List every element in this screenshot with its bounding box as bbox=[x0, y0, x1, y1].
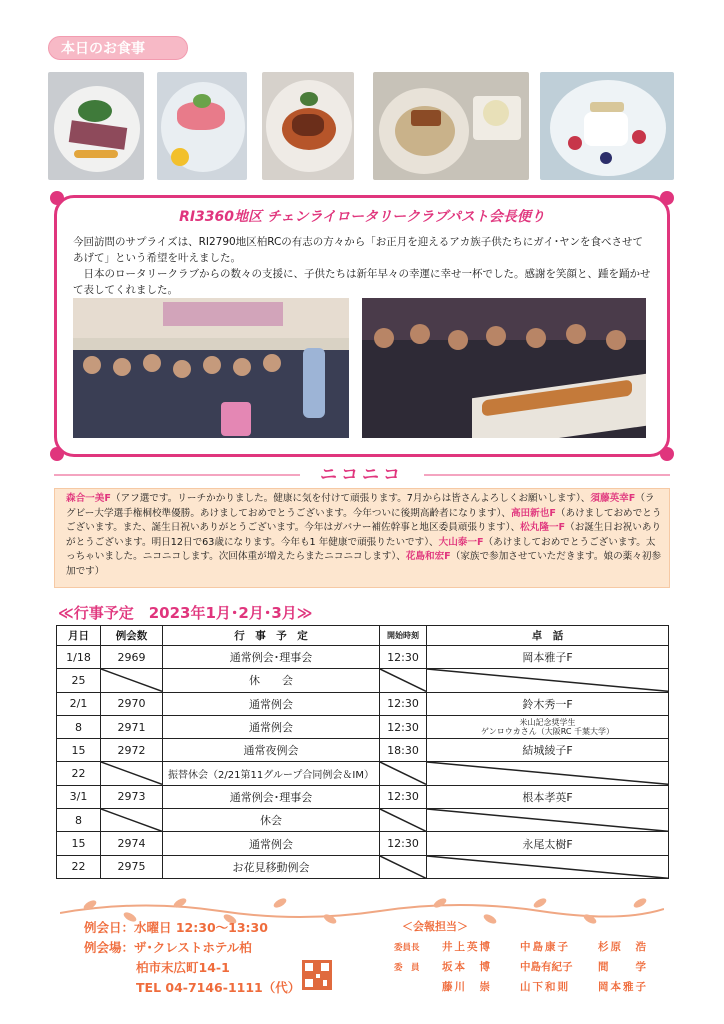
staff-name: 中島有紀子 bbox=[520, 961, 573, 973]
schedule-row bbox=[57, 646, 669, 669]
niko-message: （ラグビー大学選手権桐校準優勝。あけましておめでとうございます。今年ついに後期高齢者になります）、 bbox=[66, 493, 655, 519]
row-start-time-empty bbox=[380, 669, 427, 692]
row-event: 通常例会 bbox=[163, 832, 380, 855]
row-date: 3/1 bbox=[57, 785, 101, 808]
row-meeting-number-empty bbox=[101, 762, 163, 785]
meeting-venue: 例会場：ザ･クレストホテル柏 bbox=[84, 940, 252, 955]
row-start-time-empty bbox=[380, 809, 427, 832]
row-meeting-number: 2975 bbox=[101, 855, 163, 878]
niko-message: （アフ選です。リーチかかりました。健康に気を付けて頑張ります。7月からは皆さんよろしくお願いします）、 bbox=[110, 493, 591, 504]
schedule-row bbox=[57, 855, 669, 878]
row-meeting-number: 2974 bbox=[101, 832, 163, 855]
row-meeting-number: 2969 bbox=[101, 646, 163, 669]
row-speech-empty bbox=[427, 762, 669, 785]
staff-name: 藤川 崇 bbox=[442, 981, 492, 993]
row-start-time: 12:30 bbox=[380, 646, 427, 669]
editorial-staff-title: ＜会報担当＞ bbox=[402, 920, 468, 933]
row-start-time-empty bbox=[380, 855, 427, 878]
row-event: 休会 bbox=[163, 809, 380, 832]
row-date: 22 bbox=[57, 762, 101, 785]
niko-message: （あけましておめでとうございます。太っちゃいました。ニコニコします。次回体重が増えたらまたニコニコします）、 bbox=[66, 536, 656, 563]
staff-role: 委 員 bbox=[394, 963, 420, 973]
row-date: 2/1 bbox=[57, 692, 101, 715]
box-corner-ornament bbox=[50, 191, 64, 205]
row-event: 通常例会 bbox=[163, 692, 380, 715]
staff-role: 委員長 bbox=[394, 943, 420, 953]
row-event: お花見移動例会 bbox=[163, 855, 380, 878]
schedule-header-row bbox=[57, 626, 669, 646]
niko-message: （お誕生日お祝いありがとうございます。明日12日で63歳になります。今年も1 年健康で頑張りたいです）、 bbox=[66, 522, 662, 548]
niko-section-title: ニコニコ bbox=[300, 462, 424, 488]
niko-name: 森合一美F bbox=[66, 493, 111, 504]
children-with-food-photo bbox=[362, 298, 646, 438]
box-corner-ornament bbox=[50, 447, 64, 461]
row-speech-empty bbox=[427, 809, 669, 832]
header-meeting-number: 例会数 bbox=[101, 626, 163, 646]
staff-name: 山下和則 bbox=[520, 981, 570, 993]
row-event: 通常例会 bbox=[163, 715, 380, 738]
row-speech: 結城綾子F bbox=[427, 739, 669, 762]
staff-row bbox=[394, 958, 662, 978]
meeting-day: 例会日：水曜日 12:30～13:30 bbox=[84, 920, 268, 935]
row-speech bbox=[427, 715, 669, 738]
row-meeting-number-empty bbox=[101, 669, 163, 692]
row-start-time-empty bbox=[380, 762, 427, 785]
niko-name: 大山泰一F bbox=[438, 536, 484, 548]
rotary-report-title: RI3360地区 チェンライロータリークラブパスト会長便り bbox=[179, 209, 545, 225]
schedule-row bbox=[57, 739, 669, 762]
row-meeting-number-empty bbox=[101, 809, 163, 832]
rotary-report-body bbox=[73, 234, 653, 298]
row-event: 休 会 bbox=[163, 669, 380, 692]
rotary-paragraph-2: 日本のロータリークラブからの数々の支援に、子供たちは新年早々の幸運に幸せ一杯でした。感謝を笑顔と、踵を踊かせて表してくれました。 bbox=[73, 268, 651, 296]
staff-name: 井上英博 bbox=[442, 941, 492, 953]
row-speech: 根本孝英F bbox=[427, 785, 669, 808]
schedule-table bbox=[56, 625, 669, 879]
row-meeting-number: 2973 bbox=[101, 785, 163, 808]
row-speech-empty bbox=[427, 855, 669, 878]
header-start-time: 開始時刻 bbox=[380, 626, 427, 646]
editorial-staff-list bbox=[394, 938, 662, 997]
schedule-row bbox=[57, 785, 669, 808]
venue-tel: TEL 04-7146-1111（代） bbox=[136, 980, 301, 995]
staff-row bbox=[394, 938, 662, 958]
staff-name: 間 学 bbox=[598, 961, 648, 973]
row-date: 1/18 bbox=[57, 646, 101, 669]
schedule-row bbox=[57, 715, 669, 738]
schedule-row bbox=[57, 832, 669, 855]
meal-section-tag: 本日のお食事 bbox=[48, 36, 188, 60]
row-speech: 永尾太樹F bbox=[427, 832, 669, 855]
row-date: 8 bbox=[57, 715, 101, 738]
row-date: 8 bbox=[57, 809, 101, 832]
meeting-info bbox=[84, 918, 300, 998]
row-meeting-number: 2970 bbox=[101, 692, 163, 715]
staff-name: 坂本 博 bbox=[442, 961, 492, 973]
row-date: 15 bbox=[57, 739, 101, 762]
row-start-time: 12:30 bbox=[380, 832, 427, 855]
row-meeting-number: 2972 bbox=[101, 739, 163, 762]
meal-photo-terrine bbox=[48, 72, 144, 180]
meal-photo-rice bbox=[373, 72, 529, 180]
header-date: 月日 bbox=[57, 626, 101, 646]
row-start-time: 18:30 bbox=[380, 739, 427, 762]
niko-message: （家族で参加させていただきます。娘の薬々初参加です） bbox=[66, 551, 662, 577]
row-event: 通常例会･理事会 bbox=[163, 785, 380, 808]
niko-name: 高田新也F bbox=[510, 507, 556, 519]
schedule-row bbox=[57, 809, 669, 832]
niko-message: （あけましておめでとうございます。また、誕生日祝いありがとうございます。今年はガバナー補佐幹事と地区委員頑張ります）、 bbox=[66, 507, 662, 534]
meal-photo-main bbox=[262, 72, 354, 180]
row-speech-empty bbox=[427, 669, 669, 692]
box-corner-ornament bbox=[660, 447, 674, 461]
schedule-row bbox=[57, 669, 669, 692]
row-date: 25 bbox=[57, 669, 101, 692]
staff-row bbox=[394, 978, 662, 997]
niko-name: 須藤英幸F bbox=[590, 493, 636, 504]
qr-code-icon bbox=[302, 960, 332, 990]
row-start-time: 12:30 bbox=[380, 785, 427, 808]
meal-photo-dessert bbox=[540, 72, 674, 180]
header-event: 行 事 予 定 bbox=[163, 626, 380, 646]
row-event: 通常例会･理事会 bbox=[163, 646, 380, 669]
niko-name: 松丸隆一F bbox=[520, 522, 566, 534]
row-event: 通常夜例会 bbox=[163, 739, 380, 762]
row-meeting-number: 2971 bbox=[101, 715, 163, 738]
row-event: 振替休会（2/21第11グループ合同例会＆IM） bbox=[163, 762, 380, 785]
row-date: 22 bbox=[57, 855, 101, 878]
rotary-paragraph-1: 今回訪問のサプライズは、RI2790地区柏RCの有志の方々から「お正月を迎えるアカ族子供たちにガイ･ヤンを食べさせてあげて」という希望を叶えました。 bbox=[73, 236, 644, 264]
box-corner-ornament bbox=[660, 191, 674, 205]
row-speech-line2: ゲンロウカさん（大阪RC 千葉大学） bbox=[480, 727, 615, 737]
row-speech-line1: 米山記念奨学生 bbox=[519, 718, 576, 728]
row-date: 15 bbox=[57, 832, 101, 855]
meal-photo-sashimi bbox=[157, 72, 247, 180]
niko-messages bbox=[66, 492, 662, 580]
row-start-time: 12:30 bbox=[380, 715, 427, 738]
schedule-title: ≪行事予定 2023年1月･2月･3月≫ bbox=[58, 604, 313, 622]
row-speech: 鈴木秀一F bbox=[427, 692, 669, 715]
group-photo-children bbox=[73, 298, 349, 438]
staff-name: 岡本雅子 bbox=[598, 981, 648, 993]
staff-name: 中島康子 bbox=[520, 941, 570, 953]
schedule-row bbox=[57, 762, 669, 785]
schedule-row bbox=[57, 692, 669, 715]
header-speech: 卓 話 bbox=[427, 626, 669, 646]
row-start-time: 12:30 bbox=[380, 692, 427, 715]
row-speech: 岡本雅子F bbox=[427, 646, 669, 669]
niko-name: 花島和宏F bbox=[405, 551, 451, 563]
staff-name: 杉原 浩 bbox=[598, 941, 648, 953]
venue-address: 柏市末広町14-1 bbox=[136, 960, 230, 975]
